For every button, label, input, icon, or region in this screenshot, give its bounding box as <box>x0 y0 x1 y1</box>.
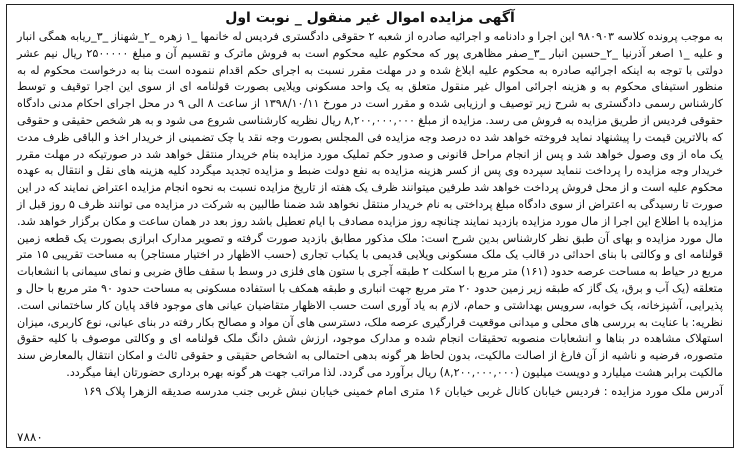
notice-code: ۷۸۸۰ <box>17 430 43 444</box>
auction-notice <box>6 4 734 448</box>
notice-title: آگهی مزایده اموال غیر منقول _ نوبت اول <box>225 10 515 26</box>
property-address: آدرس ملک مورد مزایده : فردیس خیابان کانال غربی خیابان ۱۶ متری امام خمینی خیابان نبش غربی جنب مدرسه صدیقه الزهرا پلاک ۱۶۹ <box>83 383 723 398</box>
notice-body: به موجب پرونده کلاسه ۹۸۰۹۰۳ این اجرا و دادنامه و اجرائیه صادره از شعبه ۲ حقوقی دادگستری فردیس له خانمها _۱ زهره _۲_شهناز _۳_ریابه همگی انبار و علیه _۱ اصغر آذرنیا _۲_حسین انبار _۳_صفر مظاهری پور که محکوم علیه محکوم است به فروش ماترک و تقسیم آن و مبلغ ۲۵۰۰۰۰۰ ریال نیم عشر دولتی با توجه به اینکه اجرائیه صادره به محکوم علیه ابلاغ شده و در مهلت مقرر نسبت به اجرای حکم اقدام ننموده است بنا به درخواست محکوم له به منظور استیفای محکوم به و هزینه اجرائی اموال غیر منقول متعلق به یک واحد مسکونی ویلایی بصورت قولنامه ای از سوی این اجرا توقیف و توسط کارشناس رسمی دادگستری به شرح زیر توصیف و ارزیابی شده و مقرر است در مورخ ۱۳۹۸/۱۰/۱۱ از ساعت ۸ الی ۹ در محل اجرای احکام مدنی دادگاه حقوقی فردیس از طریق مزایده به فروش می رسد. مزایده از مبلغ ۸,۲۰۰,۰۰۰,۰۰۰ ریال نظریه کارشناسی شروع می شود و به هر شخص حقیقی و حقوقی که بالاترین قیمت را پیشنهاد نماید فروخته خواهد شد ده درصد وجه مزایده فی المجلس بصورت وجه نقد یا چک تضمینی از خریدار اخذ و الباقی ظرف مدت یک ماه از وی وصول خواهد شد و پس از انجام مراحل قانونی و صدور حکم تملیک مورد مزایده بنام خریدار منتقل خواهد شد در صورتیکه در مهلت مقرر خریدار وجه مزایده را پرداخت ننماید سپرده وی پس از کسر هزینه مزایده به نفع دولت ضبط و مزایده تجدید میگردد کلیه هزینه های نقل و انتقال به عهده محکوم علیه است و از محل فروش پرداخت خواهد شد طرفین میتوانند ظرف یک هفته از تاریخ مزایده نسبت به نحوه انجام مزایده اعتراض نمایند که در این صورت تا رسیدگی به اعتراض از سوی دادگاه مبلغ پرداختی به نام خریدار منتقل نخواهد شد ضمنا طالبین به شرکت در مزایده می توانند ظرف ۵ روز قبل از مزایده با اطلاع این اجرا از مال مورد مزایده بازدید نمایند چنانچه روز مزایده مصادف با ایام تعطیل باشد روز بعد در همان ساعت و مکان برگزار خواهد شد. مال مورد مزایده و بهای آن طبق نظر کارشناس بدین شرح است: ملک مذکور مطابق بازدید صورت گرفته و تصویر مدارک ابرازی بصورت یک قطعه زمین قولنامه ای و وکالتی با بنای احداثی در قالب یک ملک مسکونی ویلایی قدیمی با یکباب تجاری (حسب الاظهار در اختیار مستاجر) به مساحت تقریبی ۱۵ متر مربع در حیاط به مساحت عرصه حدود (۱۶۱) متر مربع با اسکلت ۲ طبقه آجری با ستون های فلزی در وسط با سقف طاق ضربی و نمای سیمانی با انشعابات متعلقه (یک آب و برق، یک گاز که طبقه زیر زمین حدود ۲۰ متر مربع جهت انباری و طبقه همکف با استفاده مسکونی به مساحت حدود ۹۰ متر مربع با حال و پذیرایی، آشپزخانه، یک خوابه، سرویس بهداشتی و حمام، لازم به یاد آوری است حسب الاظهار متقاضیان عیانی های موجود فاقد پایان کار ساختمانی است. نظریه: با عنایت به بررسی های محلی و میدانی موقعیت قرارگیری عرصه ملک، دسترسی های آن مواد و مصالح بکار رفته در بنای عیانی، نوع کاربری، میزان استهلاک مشاهده در بناها و انشعابات منصوبه تحقیقات انجام شده و مدارک موجود، ارزش شش دانگ ملک قولنامه ای و وکالتی موصوف با کلیه حقوق متصوره، فرضیه و ناشیه از آن فارغ از اصالت مالکیت، بدون لحاظ هر گونه بدهی احتمالی به اشخاص حقیقی و حقوقی ثالث و امکان انتقال بالمعارض سند مالکیت برابر هشت میلیارد و دویست میلیون (۸,۲۰۰,۰۰۰,۰۰۰) ریال برآورد می گردد. لذا مراتب جهت هر گونه بهره برداری حضورتان ایفا میگردد. <box>17 30 724 379</box>
